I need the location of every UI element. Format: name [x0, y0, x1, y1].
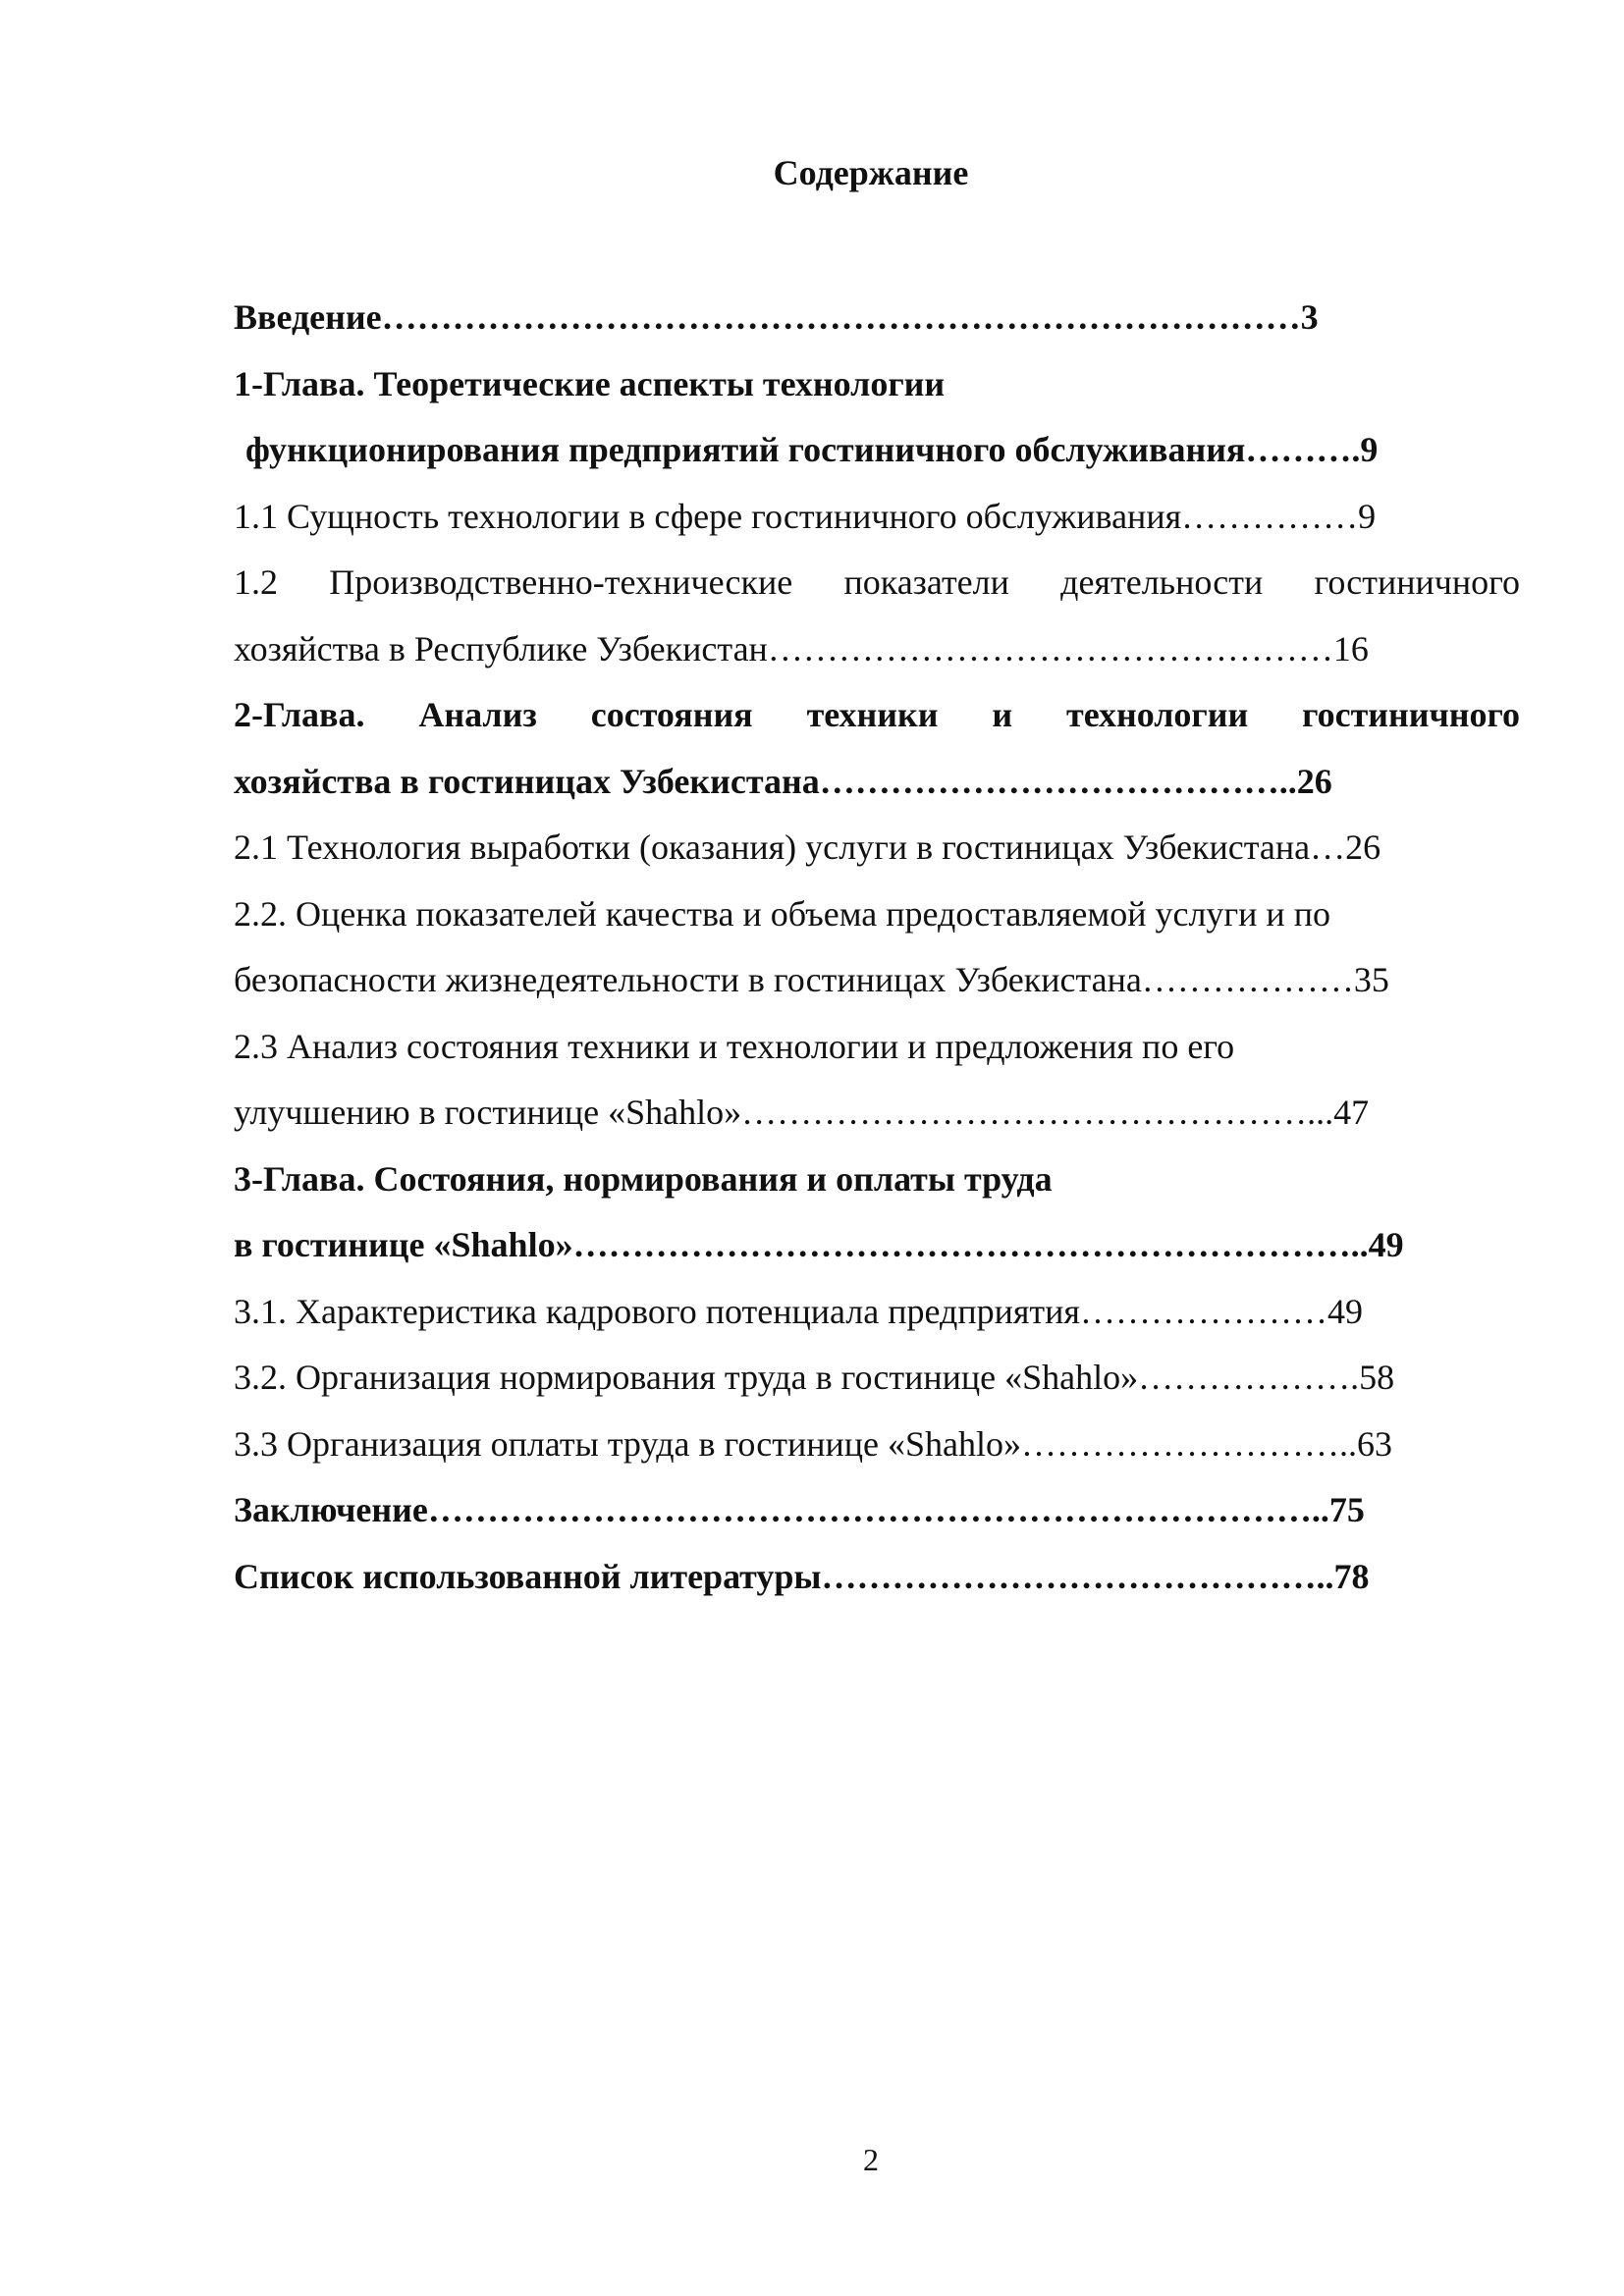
toc-section-3-2: 3.2. Организация нормирования труда в гостинице «Shahlo»……………….58 — [234, 1358, 1395, 1397]
page-title: Содержание — [773, 153, 969, 192]
toc-chapter-3-title: 3-Глава. Состояния, нормирования и оплаты труда — [234, 1158, 1053, 1199]
toc-chapter-2-title: 2-Глава. Анализ состояния техники и технологии гостиничного — [234, 695, 1520, 734]
toc-chapter-3-title-cont: в гостинице «Shahlo»…………………………………………………………..49 — [234, 1225, 1404, 1264]
toc-entry-references: Список использованной литературы……………………………………..78 — [234, 1556, 1370, 1596]
toc-section-2-2: 2.2. Оценка показателей качества и объема предоставляемой услуги и по — [234, 893, 1330, 934]
table-of-contents — [234, 285, 1520, 1610]
toc-section-1-2: 1.2 Производственно-технические показатели деятельности гостиничного — [234, 562, 1520, 602]
toc-section-2-1: 2.1 Технология выработки (оказания) услуги в гостиницах Узбекистана…26 — [234, 828, 1381, 867]
toc-section-3-1: 3.1. Характеристика кадрового потенциала предприятия…………………49 — [234, 1291, 1363, 1331]
toc-entry-conclusion: Заключение…………………………………………………………………..75 — [234, 1490, 1365, 1529]
toc-section-2-3-cont: улучшению в гостинице «Shahlo»…………………………………………...47 — [234, 1093, 1370, 1132]
toc-chapter-1-title-cont: функционирования предприятий гостиничного обслуживания……….9 — [245, 430, 1379, 469]
toc-section-3-3: 3.3 Организация оплаты труда в гостинице «Shahlo»………………………..63 — [234, 1423, 1393, 1464]
toc-chapter-1-title: 1-Глава. Теоретические аспекты технологии — [234, 363, 946, 403]
toc-entry-introduction: Введение……………………………………………………………………3 — [234, 297, 1319, 337]
toc-chapter-2-title-cont: хозяйства в гостиницах Узбекистана…………………………………..26 — [234, 761, 1332, 801]
page-number: 2 — [863, 2142, 879, 2177]
toc-section-2-3: 2.3 Анализ состояния техники и технологии и предложения по его — [234, 1026, 1235, 1066]
toc-section-1-2-cont: хозяйства в Республике Узбекистан…………………………………………16 — [234, 628, 1369, 668]
toc-section-2-2-cont: безопасности жизнедеятельности в гостиницах Узбекистана………………35 — [234, 960, 1389, 999]
toc-section-1-1: 1.1 Сущность технологии в сфере гостиничного обслуживания……………9 — [234, 496, 1377, 536]
